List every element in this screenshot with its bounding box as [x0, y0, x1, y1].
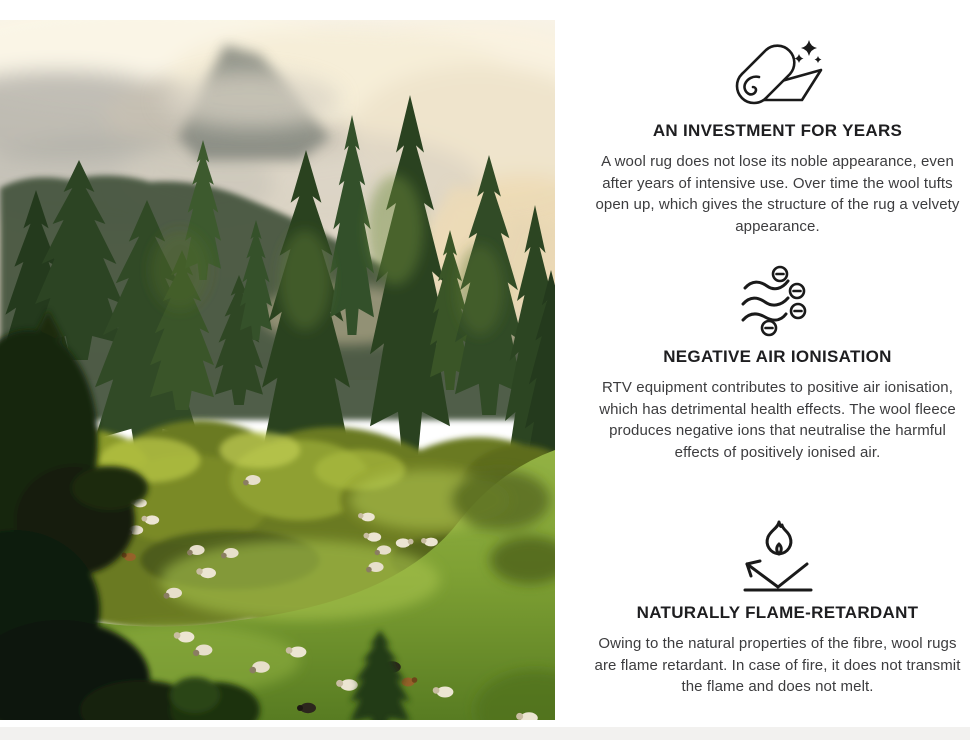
- landscape-illustration: [0, 20, 555, 720]
- mountain-meadow-sheep-photo: [0, 20, 555, 720]
- feature-ionisation: [585, 260, 970, 463]
- feature-heading: NATURALLY FLAME-RETARDANT: [636, 603, 919, 622]
- feature-column: [555, 0, 970, 740]
- feature-body: Owing to the natural properties of the fibre, wool rugs are flame retardant. In case of fire, it does not transmit the flame and does not melt.: [594, 635, 961, 695]
- feature-body: A wool rug does not lose its noble appearance, even after years of intensive use. Over time the wool tufts open up, which gives the structure of the rug a velvety appearance.: [595, 153, 960, 235]
- flame-deflect-icon: [733, 516, 823, 596]
- bottom-strip: [0, 727, 970, 740]
- feature-body: RTV equipment contributes to positive air ionisation, which has detrimental health effects. The wool fleece produces negative ions that neutralise the harmful effects of positively ionised air.: [599, 379, 956, 461]
- feature-investment: [585, 34, 970, 237]
- negative-ions-air-icon: [730, 260, 826, 340]
- feature-heading: NEGATIVE AIR IONISATION: [663, 347, 892, 366]
- feature-heading: AN INVESTMENT FOR YEARS: [652, 121, 903, 140]
- rolled-rug-sparkle-icon: [726, 34, 830, 114]
- feature-flame: [585, 516, 970, 698]
